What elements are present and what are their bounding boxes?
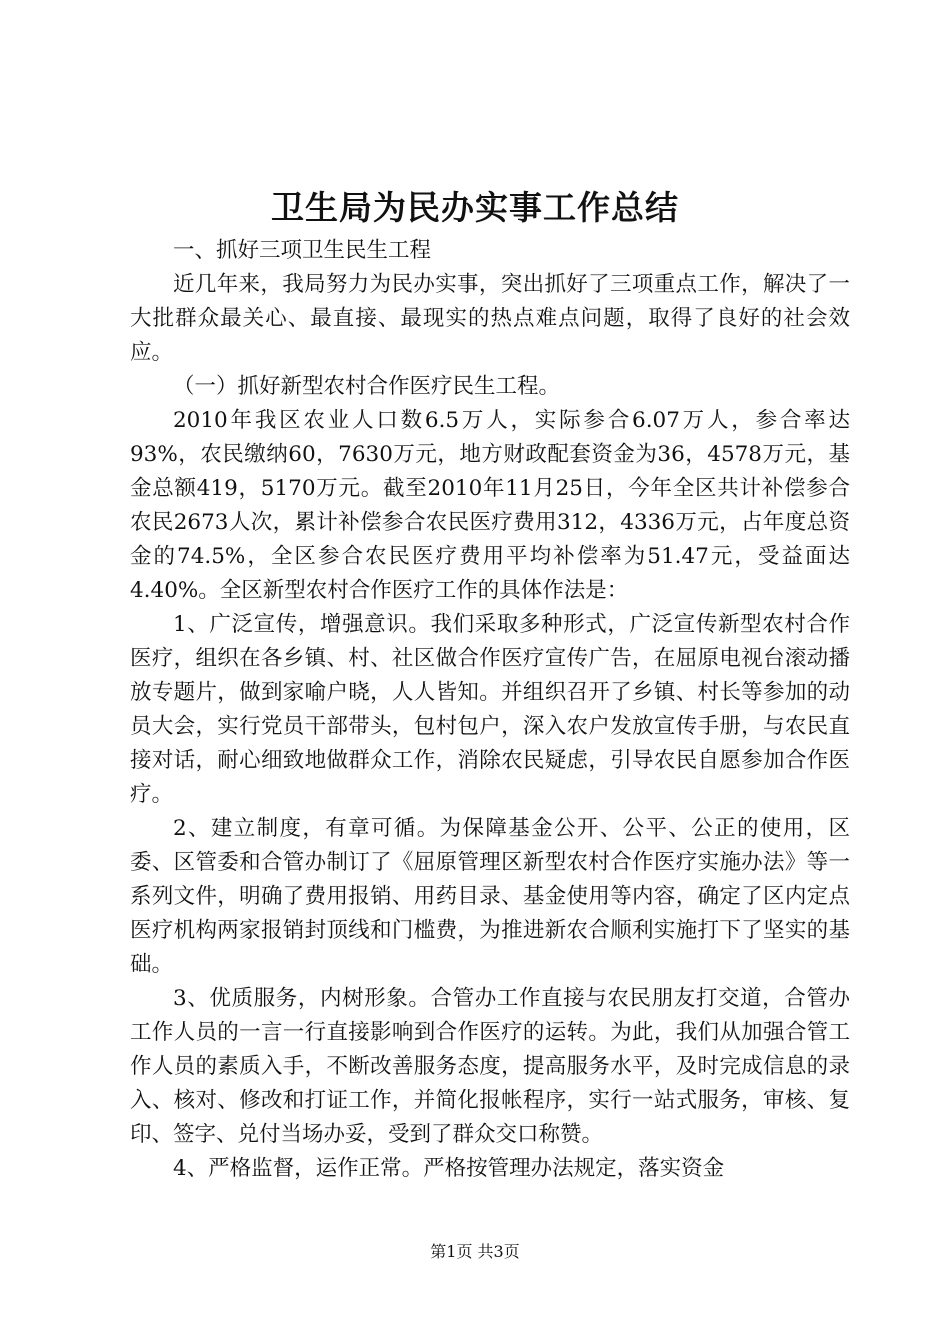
- paragraph: 1、广泛宣传，增强意识。我们采取多种形式，广泛宣传新型农村合作医疗，组织在各乡镇、村、社区做合作医疗宣传广告，在屈原电视台滚动播放专题片，做到家喻户晓，人人皆知。并组织召开了乡镇、村长等参加的动员大会，实行党员干部带头，包村包户，深入农户发放宣传手册，与农民直接对话，耐心细致地做群众工作，消除农民疑虑，引导农民自愿参加合作医疗。: [130, 612, 850, 807]
- section-heading: 一、抓好三项卫生民生工程: [173, 238, 432, 263]
- paragraph: 近几年来，我局努力为民办实事，突出抓好了三项重点工作，解决了一大批群众最关心、最直接、最现实的热点难点问题，取得了良好的社会效应。: [130, 272, 850, 365]
- paragraph: 2、建立制度，有章可循。为保障基金公开、公平、公正的使用，区委、区管委和合管办制订了《屈原管理区新型农村合作医疗实施办法》等一系列文件，明确了费用报销、用药目录、基金使用等内容，确定了区内定点医疗机构两家报销封顶线和门槛费，为推进新农合顺利实施打下了坚实的基础。: [130, 816, 850, 977]
- paragraph: 3、优质服务，内树形象。合管办工作直接与农民朋友打交道，合管办工作人员的一言一行直接影响到合作医疗的运转。为此，我们从加强合管工作人员的素质入手，不断改善服务态度，提高服务水平，及时完成信息的录入、核对、修改和打证工作，并简化报帐程序，实行一站式服务，审核、复印、签字、兑付当场办妥，受到了群众交口称赞。: [130, 986, 850, 1147]
- paragraph: 2010年我区农业人口数6.5万人，实际参合6.07万人，参合率达93%，农民缴纳60，7630万元，地方财政配套资金为36，4578万元，基金总额419，5170万元。截至2010年11月25日，今年全区共计补偿参合农民2673人次，累计补偿参合农民医疗费用312，4336万元，占年度总资金的74.5%，全区参合农民医疗费用平均补偿率为51.47元，受益面达4.40%。全区新型农村合作医疗工作的具体作法是：: [130, 408, 850, 603]
- document-title: 卫生局为民办实事工作总结: [271, 188, 679, 227]
- paragraph: 4、严格监督，运作正常。严格按管理办法规定，落实资金: [173, 1156, 725, 1181]
- document-body: [130, 234, 850, 1186]
- subsection-heading: （一）抓好新型农村合作医疗民生工程。: [173, 374, 561, 399]
- page-footer: 第1页 共3页: [430, 1242, 520, 1261]
